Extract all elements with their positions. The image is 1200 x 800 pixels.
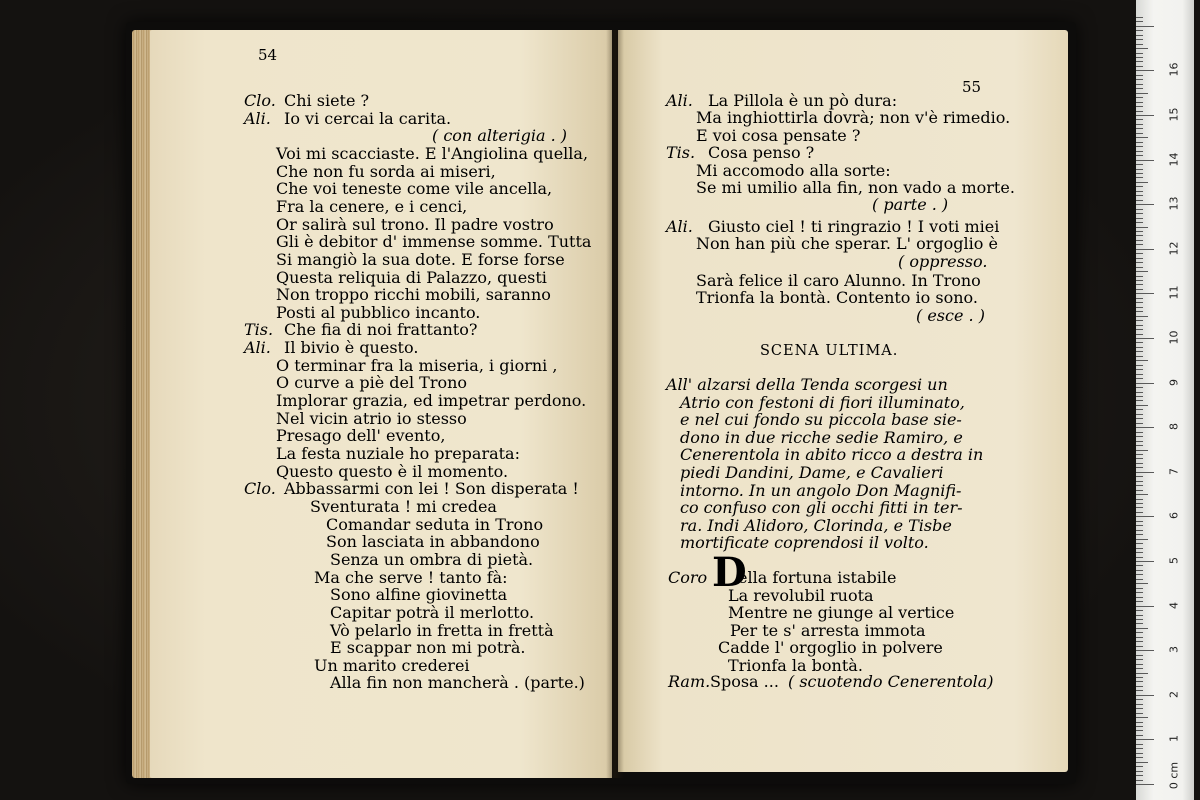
ruler-tick [1136,88,1143,89]
ruler-tick [1136,235,1143,236]
ruler-tick [1136,708,1143,709]
ruler-tick [1136,177,1143,178]
ruler-tick [1136,730,1143,731]
ruler-tick [1136,79,1143,80]
ruler-tick [1136,369,1143,370]
ruler-tick [1136,623,1143,624]
verse-line: Implorar grazia, ed impetrar perdono. [276,391,587,411]
verse-line: Trionfa la bontà. Contento io sono. [696,288,978,308]
ruler-label: 0 cm [1167,761,1181,790]
ruler-tick [1136,360,1148,361]
ruler-tick [1136,93,1148,94]
ruler-tick [1136,276,1143,277]
ruler-tick [1136,164,1143,165]
verse-line: Questa reliquia di Palazzo, questi [276,267,547,287]
ruler-label: 10 [1167,330,1181,345]
ruler-tick [1136,338,1154,339]
ruler-tick [1136,204,1154,205]
ruler-tick [1136,106,1143,107]
ruler-tick [1136,570,1143,571]
ruler-tick [1136,454,1143,455]
stage-direction-line: piedi Dandini, Dame, e Cavalieri [680,463,944,482]
ruler-tick [1136,606,1154,607]
verse-line: Cosa penso ? [708,143,815,163]
verse-line: Voi mi scacciaste. E l'Angiolina quella, [276,143,589,163]
ruler-tick [1136,222,1143,223]
ruler-tick [1136,659,1143,660]
ruler-tick [1136,695,1154,696]
ruler-tick [1136,516,1154,517]
ruler-tick [1136,151,1143,152]
ruler-tick [1136,351,1143,352]
ruler-tick [1136,481,1143,482]
ruler-tick [1136,463,1143,464]
stage-direction-line: Cenerentola in abito ricco a destra in [680,445,984,465]
ruler-tick [1136,512,1143,513]
right-page-number: 55 [962,78,982,96]
ruler-label: 15 [1167,107,1181,122]
ruler-tick [1136,646,1143,647]
ruler-label: 7 [1167,467,1181,475]
verse-line: Che fia di noi frattanto? [284,320,478,340]
ruler-tick [1136,209,1143,210]
ruler-tick [1136,579,1143,580]
stage-direction-line: ra. Indi Alidoro, Clorinda, e Tisbe [680,515,952,535]
ruler-tick [1136,302,1143,303]
stage-direction-line: mortificate coprendosi il volto. [680,533,929,553]
ruler-label: 4 [1167,601,1181,609]
ruler-tick [1136,650,1154,651]
ruler-tick [1136,530,1143,531]
verse-line: E voi cosa pensate ? [696,125,861,145]
ruler-tick [1136,722,1143,723]
ruler-tick [1136,142,1143,143]
verse-line: Il bivio è questo. [284,338,419,358]
ruler-tick [1136,548,1143,549]
measuring-ruler [1136,0,1194,800]
stage-direction-line: dono in due ricche sedie Ramiro, e [680,427,963,447]
ruler-tick [1136,766,1143,767]
left-page-number: 54 [258,46,278,64]
ruler-tick [1136,218,1143,219]
ruler-tick [1136,405,1148,406]
ruler-tick [1136,271,1148,272]
ruler-tick [1136,418,1143,419]
ruler-tick [1136,378,1143,379]
verse-line: Abbassarmi con lei ! Son disperata ! [284,479,579,499]
ruler-tick [1136,258,1143,259]
ruler-label: 13 [1167,196,1181,211]
ruler-tick [1136,543,1143,544]
ruler-tick [1136,284,1143,285]
ruler-tick [1136,757,1143,758]
ruler-tick [1136,365,1143,366]
ruler-tick [1136,44,1143,45]
ruler-tick [1136,387,1143,388]
ruler-label: 3 [1167,646,1181,654]
ruler-tick [1136,347,1143,348]
ruler-tick [1136,124,1143,125]
ruler-tick [1136,503,1143,504]
ruler-tick [1136,748,1143,749]
ruler-tick [1136,186,1143,187]
verse-line: ( oppresso. [898,251,988,271]
ruler-tick [1136,423,1143,424]
chorus-line: La revolubil ruota [728,585,874,605]
verse-line: O curve a piè del Trono [276,373,468,393]
ruler-tick [1136,334,1143,335]
ruler-tick [1136,57,1143,58]
verse-line: Vò pelarlo in fretta in frettà [330,620,554,640]
ruler-tick [1136,267,1143,268]
ruler-tick [1136,311,1143,312]
ruler-tick [1136,66,1143,67]
ruler-tick [1136,53,1143,54]
chorus-speaker: Coro [668,568,708,587]
ruler-tick [1136,289,1143,290]
ruler-label: 11 [1167,285,1181,300]
verse-line: Se mi umilio alla fin, non vado a morte. [696,178,1015,197]
verse-line: Che voi teneste come vile ancella, [276,179,553,199]
ruler-tick [1136,262,1143,263]
verse-line: Sono alfine giovinetta [330,585,508,605]
verse-line: La Pillola è un pò dura: [708,91,898,110]
ruler-tick [1136,17,1143,18]
speaker-label: Tis. [244,320,274,340]
ruler-tick [1136,195,1143,196]
ruler-tick [1136,48,1148,49]
ruler-tick [1136,173,1143,174]
ruler-tick [1136,565,1143,566]
verse-line: La festa nuziale ho preparata: [276,444,520,463]
ruler-tick [1136,409,1143,410]
speaker-label: Ali. [666,91,693,110]
ruler-tick [1136,619,1143,620]
ruler-tick [1136,699,1143,700]
stage-direction-line: co confuso con gli occhi fitti in ter- [680,498,963,518]
ruler-tick [1136,534,1143,535]
stage-direction-line: Atrio con festoni di fiori illuminato, [680,392,965,412]
ruler-tick [1136,329,1143,330]
ruler-tick [1136,39,1143,40]
chorus-line: Mentre ne giunge al vertice [728,603,955,622]
ruler-tick [1136,137,1148,138]
verse-line: Si mangiò la sua dote. E forse forse [276,249,565,269]
ruler-tick [1136,784,1154,785]
verse-line: ( con alterigia . ) [432,126,568,146]
ruler-tick [1136,467,1143,468]
chorus-line: Trionfa la bontà. [728,655,863,675]
verse-line: Capitar potrà il merlotto. [330,602,535,622]
ruler-tick [1136,686,1143,687]
ruler-tick [1136,35,1143,36]
verse-line: Che non fu sorda ai miseri, [276,161,496,181]
final-speaker: Ram. [668,672,711,691]
ruler-tick [1136,160,1154,161]
ruler-tick [1136,84,1143,85]
ruler-tick [1136,726,1143,727]
ruler-tick [1136,507,1143,508]
stage-direction-line: intorno. In un angolo Don Magnifi- [680,480,962,500]
verse-line: ( parte . ) [872,195,949,215]
ruler-tick [1136,574,1143,575]
ruler-tick [1136,539,1148,540]
verse-line: E scappar non mi potrà. [330,638,526,658]
speaker-label: Ali. [666,216,693,236]
ruler-tick [1136,704,1143,705]
ruler-tick [1136,472,1154,473]
ruler-tick [1136,557,1143,558]
verse-line: Son lasciata in abbandono [326,532,540,552]
verse-line: Gli è debitor d' immense somme. Tutta [276,232,592,252]
ruler-tick [1136,244,1143,245]
ruler-tick [1136,400,1143,401]
verse-line: Ma che serve ! tanto fà: [314,567,508,587]
ruler-tick [1136,427,1154,428]
ruler-tick [1136,30,1143,31]
book-gutter [606,30,624,778]
ruler-tick [1136,592,1143,593]
ruler-tick [1136,458,1143,459]
ruler-tick [1136,414,1143,415]
verse-line: Giusto ciel ! ti ringrazio ! I voti miei [708,216,1000,236]
ruler-tick [1136,632,1143,633]
verse-line: Presago dell' evento, [276,426,446,446]
speaker-label: Ali. [244,338,271,358]
final-direction: ( scuotendo Cenerentola) [788,672,994,691]
ruler-tick [1136,97,1143,98]
ruler-tick [1136,75,1143,76]
ruler-tick [1136,293,1154,294]
stage-direction-line: e nel cui fondo su piccola base sie- [680,410,962,430]
ruler-tick [1136,744,1143,745]
ruler-tick [1136,637,1143,638]
ruler-tick [1136,713,1143,714]
ruler-tick [1136,356,1143,357]
ruler-tick [1136,21,1143,22]
ruler-tick [1136,628,1148,629]
ruler-label: 14 [1167,152,1181,167]
ruler-tick [1136,780,1143,781]
ruler-tick [1136,298,1143,299]
ruler-tick [1136,133,1143,134]
ruler-label: 2 [1167,690,1181,698]
ruler-tick [1136,213,1143,214]
stage-direction-line: All' alzarsi della Tenda scorgesi un [666,375,948,394]
ruler-tick [1136,374,1143,375]
verse-line: Non troppo ricchi mobili, saranno [276,285,551,305]
ruler-tick [1136,588,1143,589]
ruler-tick [1136,102,1143,103]
ruler-tick [1136,227,1148,228]
chorus-line: Cadde l' orgoglio in polvere [718,638,943,657]
ruler-tick [1136,61,1143,62]
ruler-label: 12 [1167,241,1181,256]
ruler-tick [1136,762,1148,763]
ruler-tick [1136,681,1143,682]
ruler-tick [1136,450,1148,451]
ruler-tick [1136,169,1143,170]
ruler-tick [1136,240,1143,241]
verse-line: Alla fin non mancherà . (parte.) [330,673,585,693]
chorus-line: Per te s' arresta immota [730,620,926,640]
ruler-tick [1136,668,1143,669]
verse-line: Posti al pubblico incanto. [276,302,481,322]
verse-line: Sarà felice il caro Alunno. In Trono [696,271,981,290]
verse-line: Sventurata ! mi credea [310,496,497,516]
verse-line: Fra la cenere, e i cenci, [276,196,468,216]
ruler-tick [1136,690,1143,691]
ruler-tick [1136,231,1143,232]
ruler-tick [1136,735,1143,736]
verse-line: Mi accomodo alla sorte: [696,160,891,180]
verse-line: Un marito crederei [314,655,470,675]
ruler-tick [1136,325,1143,326]
ruler-tick [1136,775,1143,776]
ruler-label: 9 [1167,378,1181,386]
chorus-line: ella fortuna istabile [738,568,897,587]
ruler-tick [1136,119,1143,120]
verse-line: Io vi cercai la carita. [284,108,452,128]
ruler-label: 6 [1167,512,1181,520]
ruler-tick [1136,111,1143,112]
scene-title: SCENA ULTIMA. [760,343,899,359]
verse-line: Non han più che sperar. L' orgoglio è [696,234,998,254]
ruler-tick [1136,191,1143,192]
ruler-tick [1136,253,1143,254]
ruler-tick [1136,445,1143,446]
ruler-tick [1136,249,1154,250]
ruler-tick [1136,342,1143,343]
ruler-tick [1136,490,1143,491]
speaker-label: Clo. [244,91,276,110]
ruler-tick [1136,383,1154,384]
ruler-tick [1136,307,1143,308]
ruler-tick [1136,521,1143,522]
ruler-tick [1136,499,1143,500]
ruler-tick [1136,182,1148,183]
speaker-label: Clo. [244,479,276,499]
ruler-tick [1136,316,1148,317]
ruler-tick [1136,392,1143,393]
verse-line: Chi siete ? [284,91,370,110]
verse-line: Nel vicin atrio io stesso [276,408,467,428]
ruler-tick [1136,673,1148,674]
ruler-tick [1136,485,1143,486]
ruler-tick [1136,441,1143,442]
ruler-tick [1136,717,1148,718]
ruler-tick [1136,115,1154,116]
ruler-tick [1136,739,1154,740]
ruler-tick [1136,610,1143,611]
speaker-label: Tis. [666,143,696,163]
verse-line: Ma inghiottirla dovrà; non v'è rimedio. [696,108,1011,128]
ruler-tick [1136,597,1143,598]
verse-line: O terminar fra la miseria, i giorni , [276,355,558,375]
ruler-tick [1136,320,1143,321]
ruler-tick [1136,561,1154,562]
ruler-tick [1136,200,1143,201]
drop-cap: D [712,549,747,596]
ruler-tick [1136,753,1143,754]
ruler-tick [1136,280,1143,281]
ruler-tick [1136,615,1143,616]
ruler-tick [1136,155,1143,156]
ruler-tick [1136,677,1143,678]
ruler-tick [1136,436,1143,437]
verse-line: Comandar seduta in Trono [326,514,544,534]
ruler-tick [1136,664,1143,665]
ruler-tick [1136,432,1143,433]
ruler-tick [1136,525,1143,526]
ruler-tick [1136,601,1143,602]
ruler-tick [1136,494,1148,495]
ruler-tick [1136,26,1154,27]
speaker-label: Ali. [244,108,271,128]
ruler-tick [1136,70,1154,71]
ruler-tick [1136,396,1143,397]
ruler-tick [1136,476,1143,477]
ruler-tick [1136,583,1148,584]
ruler-tick [1136,655,1143,656]
ruler-tick [1136,146,1143,147]
ruler-label: 5 [1167,557,1181,564]
ruler-label: 1 [1167,735,1181,743]
verse-line: Questo questo è il momento. [276,461,509,481]
final-text: Sposa ... [710,672,779,691]
ruler-label: 16 [1167,62,1181,77]
ruler-tick [1136,771,1143,772]
ruler-tick [1136,128,1143,129]
ruler-tick [1136,552,1143,553]
verse-line: ( esce . ) [916,305,985,325]
ruler-tick [1136,641,1143,642]
verse-line: Senza un ombra di pietà. [330,549,534,569]
ruler-label: 8 [1167,423,1181,431]
verse-line: Or salirà sul trono. Il padre vostro [276,214,554,234]
